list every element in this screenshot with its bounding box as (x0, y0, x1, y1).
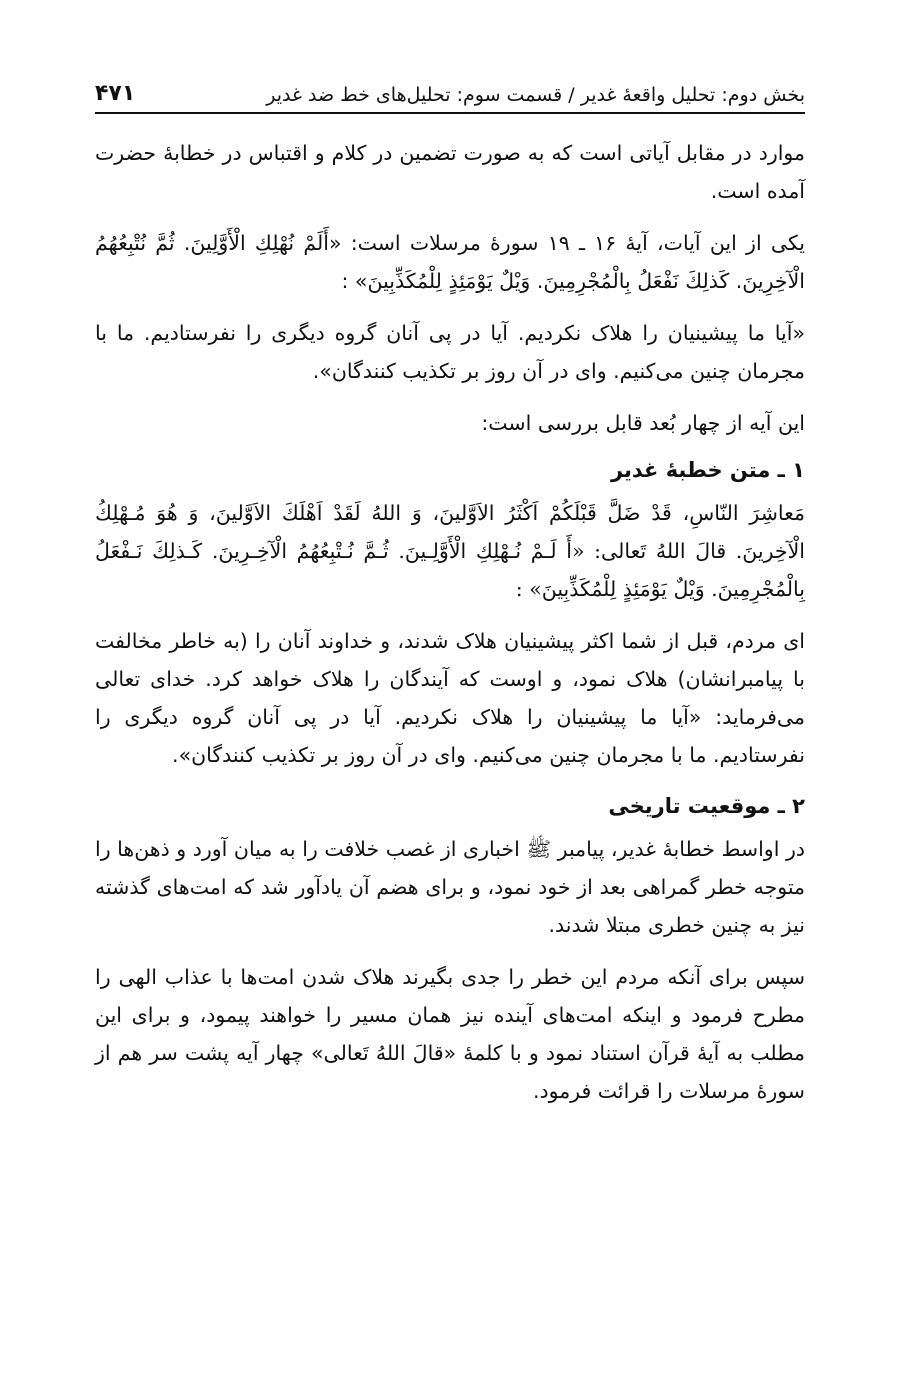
paragraph-intro: موارد در مقابل آیاتی است که به صورت تضمین در کلام و اقتباس در خطابهٔ حضرت آمده است. (95, 141, 805, 203)
paragraph-recitation: سپس برای آنکه مردم این خطر را جدی بگیرند هلاک شدن امت‌ها با عذاب الهی را مطرح فرمود و اینکه امت‌های آینده نیز همان مسیر را خواهند پیمود، و برای این مطلب به آیهٔ قرآن استناد نمود و با کلمهٔ «قالَ اللهُ تَعالی» چهار آیه پشت سر هم از سورهٔ مرسلات را قرائت فرمود. (95, 965, 805, 1103)
paragraph-verse-translation: «آیا ما پیشینیان را هلاک نکردیم. آیا در پی آنان گروه دیگری را نفرستادیم. ما با مجرمان چنین می‌کنیم. وای در آن روز بر تکذیب کنندگان». (95, 321, 805, 383)
page-number: ۴۷۱ (95, 81, 136, 106)
section-heading-2: ۲ ـ موقعیت تاریخی (608, 794, 805, 818)
page-body (95, 134, 805, 1110)
header-title: بخش دوم: تحلیل واقعهٔ غدیر / قسمت سوم: تحلیل‌های خط ضد غدیر (266, 84, 805, 106)
paragraph-verse-reference: یکی از این آیات، آیهٔ ۱۶ ـ ۱۹ سورهٔ مرسلات است: «أَلَمْ نُهْلِكِ الْأَوَّلِينَ. ثُمَّ نُتْبِعُهُمُ الْآخِرِينَ. كَذلِكَ نَفْعَلُ بِالْمُجْرِمِينَ. وَيْلٌ يَوْمَئِذٍ لِلْمُكَذِّبِينَ» : (95, 231, 805, 293)
running-header (95, 70, 805, 114)
paragraph-sermon-text: مَعاشِرَ النّاسِ، قَدْ ضَلَّ قَبْلَكُمْ اَكْثَرُ الاَوَّلينَ، وَ اللهُ لَقَدْ اَهْلَكَ الاَوَّلينَ، وَ هُوَ مُـهْلِكُ الْآخِرينَ. قالَ اللهُ تَعالى: «أَ لَـمْ نُـهْلِكِ الْأَوَّلِـينَ. ثُـمَّ نُـتْبِعُهُمُ الْآخِـرِينَ. كَـذلِكَ نَـفْعَلُ بِالْمُجْرِمِينَ. وَيْلٌ يَوْمَئِذٍ لِلْمُكَذِّبِينَ» : (95, 501, 805, 601)
paragraph-sermon-translation: ای مردم، قبل از شما اکثر پیشینیان هلاک شدند، و خداوند آنان را (به خاطر مخالفت با پیامبرانشان) هلاک نمود، و اوست که آیندگان را هلاک خواهد کرد. خدای تعالی می‌فرماید: «آیا ما پیشینیان را هلاک نکردیم. آیا در پی آنان گروه دیگری را نفرستادیم. ما با مجرمان چنین می‌کنیم. وای در آن روز بر تکذیب کنندگان». (95, 629, 805, 767)
book-page (95, 70, 805, 1350)
paragraph-four-aspects: این آیه از چهار بُعد قابل بررسی است: (481, 411, 805, 435)
paragraph-historical-context: در اواسط خطابهٔ غدیر، پیامبر ﷺ اخباری از غصب خلافت را به میان آورد و ذهن‌ها را متوجه خطر گمراهی بعد از خود نمود، و برای هضم آن یادآور شد که امت‌های گذشته نیز به چنین خطری مبتلا شدند. (95, 837, 805, 937)
section-heading-1: ۱ ـ متن خطبهٔ غدیر (610, 458, 805, 482)
